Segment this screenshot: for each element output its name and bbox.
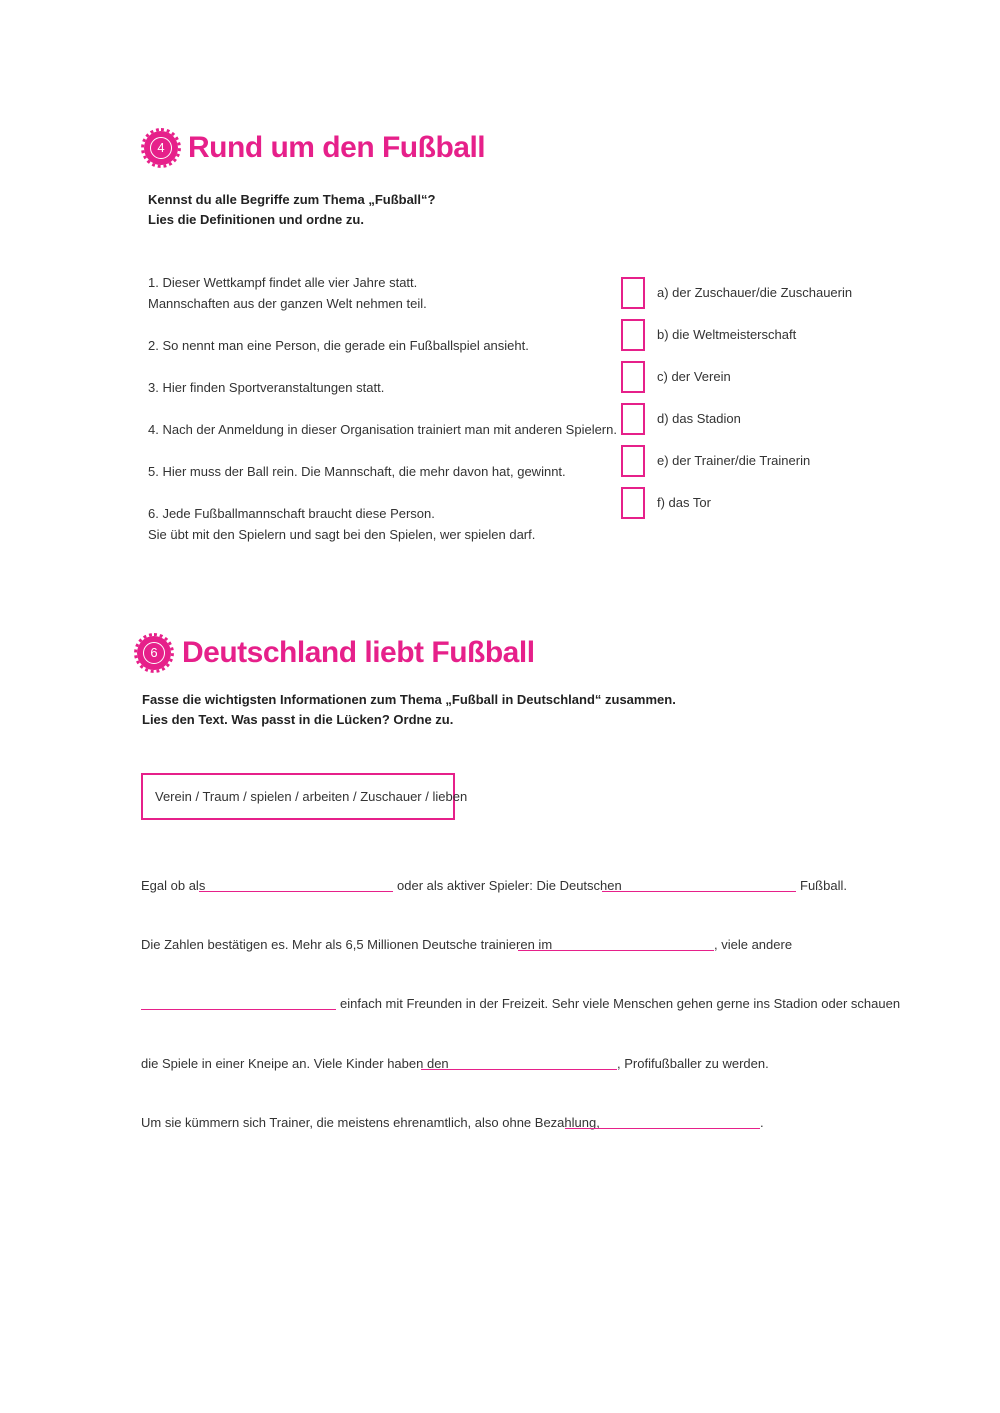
option-a: a) der Zuschauer/die Zuschauerin [657,285,853,300]
option-e: e) der Trainer/die Trainerin [657,453,811,468]
intro-line: Lies den Text. Was passt in die Lücken? Ordne zu. [142,712,454,727]
answer-box-c[interactable] [621,361,645,393]
section-4-title: Rund um den Fußball [188,131,486,164]
gap-4[interactable] [141,1009,336,1010]
section-6-intro [142,690,676,730]
text-fragment: , viele andere [714,937,793,952]
intro-line: Kennst du alle Begriffe zum Thema „Fußball“? [148,192,436,207]
text-fragment: die Spiele in einer Kneipe an. Viele Kinder haben den [141,1056,449,1071]
gap-2[interactable] [602,891,796,892]
text-fragment: Egal ob als [141,878,206,893]
text-fragment: Fußball. [800,878,847,893]
gap-6[interactable] [565,1128,760,1129]
definition-line: Sie übt mit den Spielern und sagt bei den Spielen, wer spielen darf. [148,527,536,542]
section-6-title: Deutschland liebt Fußball [182,636,535,669]
definition-2 [148,335,529,356]
text-fragment: . [760,1115,764,1130]
definition-5 [148,461,566,482]
answer-box-e[interactable] [621,445,645,477]
definition-line: 4. Nach der Anmeldung in dieser Organisation trainiert man mit anderen Spielern. [148,422,617,437]
section-6-number: 6 [143,642,165,664]
definition-line: 3. Hier finden Sportveranstaltungen statt. [148,380,385,395]
intro-line: Fasse die wichtigsten Informationen zum Thema „Fußball in Deutschland“ zusammen. [142,692,676,707]
definition-6 [148,503,535,545]
gap-3[interactable] [518,950,714,951]
option-b: b) die Weltmeisterschaft [657,327,797,342]
definition-line: 5. Hier muss der Ball rein. Die Mannschaft, die mehr davon hat, gewinnt. [148,464,566,479]
definition-line: 2. So nennt man eine Person, die gerade ein Fußballspiel ansieht. [148,338,529,353]
definition-line: 1. Dieser Wettkampf findet alle vier Jahre statt. [148,275,418,290]
definition-line: Mannschaften aus der ganzen Welt nehmen teil. [148,296,427,311]
word-bank: Verein / Traum / spielen / arbeiten / Zuschauer / lieben [141,773,455,820]
definition-4 [148,419,617,440]
text-fragment: Um sie kümmern sich Trainer, die meistens ehrenamtlich, also ohne Bezahlung, [141,1115,600,1130]
definition-line: 6. Jede Fußballmannschaft braucht diese Person. [148,506,435,521]
answer-box-b[interactable] [621,319,645,351]
option-f: f) das Tor [657,495,711,510]
section-4-intro [148,190,435,230]
section-6-badge [137,636,171,670]
option-c: c) der Verein [657,369,731,384]
definition-3 [148,377,384,398]
intro-line: Lies die Definitionen und ordne zu. [148,212,364,227]
section-4-number: 4 [150,137,172,159]
gap-1[interactable] [199,891,393,892]
answer-box-f[interactable] [621,487,645,519]
option-d: d) das Stadion [657,411,741,426]
text-fragment: Die Zahlen bestätigen es. Mehr als 6,5 Millionen Deutsche trainieren im [141,937,553,952]
text-fragment: oder als aktiver Spieler: Die Deutschen [397,878,622,893]
answer-box-d[interactable] [621,403,645,435]
gap-5[interactable] [421,1069,617,1070]
answer-box-a[interactable] [621,277,645,309]
section-4-badge [144,131,178,165]
text-fragment: , Profifußballer zu werden. [617,1056,769,1071]
text-fragment: einfach mit Freunden in der Freizeit. Sehr viele Menschen gehen gerne ins Stadion oder schauen [340,996,901,1011]
definition-1 [148,272,427,314]
